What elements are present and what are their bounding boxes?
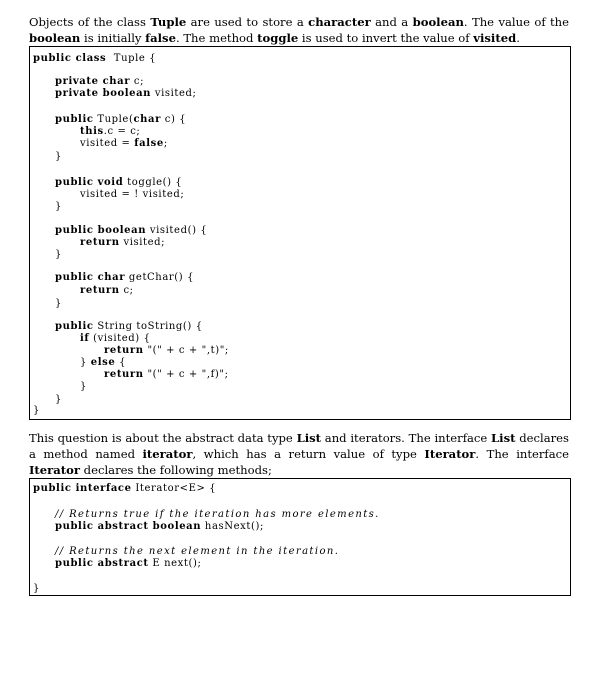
text-run: and iterators. The interface [321, 431, 492, 445]
code-line [55, 394, 62, 406]
code-keyword: return [80, 285, 120, 296]
iterator-code [30, 479, 570, 595]
code-text: Iterator<E> { [131, 483, 217, 494]
bold-term: toggle [257, 31, 299, 45]
code-text: c) { [160, 114, 187, 125]
code-text: visited = ! visited; [80, 189, 185, 200]
text-run: . [516, 31, 520, 45]
code-keyword: private char [55, 76, 131, 87]
code-keyword: if [80, 333, 90, 344]
tuple-code [30, 47, 570, 419]
code-comment: // Returns the next element in the iteration. [55, 546, 340, 557]
code-text: visited; [119, 237, 166, 248]
code-line [55, 509, 380, 521]
code-text: Tuple { [106, 53, 157, 64]
bold-term: false [145, 31, 176, 45]
bold-term: visited [473, 31, 517, 45]
code-line [104, 345, 229, 357]
text-run: This question is about the abstract data type [29, 431, 297, 445]
code-line [55, 249, 62, 261]
code-text: visited() { [146, 225, 208, 236]
code-keyword: public abstract boolean [55, 521, 202, 532]
bold-term: boolean [29, 31, 81, 45]
code-line [80, 237, 165, 249]
code-text: } [80, 357, 91, 368]
code-line [55, 88, 197, 100]
code-keyword: this [80, 126, 104, 137]
code-keyword: public abstract [55, 558, 149, 569]
code-text: E next(); [148, 558, 202, 569]
code-line [55, 272, 194, 284]
code-line [33, 53, 156, 65]
code-text: } [55, 249, 62, 260]
code-line [33, 583, 40, 595]
code-keyword: else [90, 357, 116, 368]
code-line [55, 201, 62, 213]
code-text: } [33, 583, 40, 594]
code-keyword: public char [55, 272, 126, 283]
text-run: are used to store a [186, 15, 309, 29]
code-text: "(" + c + ",t)"; [143, 345, 229, 356]
code-line [55, 298, 62, 310]
code-keyword: private boolean [55, 88, 152, 99]
bold-term: Iterator [29, 463, 80, 477]
code-text: } [33, 405, 40, 416]
bold-term: List [491, 431, 516, 445]
code-line [55, 151, 62, 163]
code-text: } [80, 381, 87, 392]
code-line [55, 546, 339, 558]
code-line [33, 483, 216, 495]
code-text: c; [130, 76, 145, 87]
text-run: and a [370, 15, 413, 29]
code-keyword: public class [33, 53, 107, 64]
code-keyword: public [55, 321, 94, 332]
code-line [55, 177, 182, 189]
code-text: toggle() { [123, 177, 183, 188]
code-line [80, 126, 140, 138]
code-text: ; [163, 138, 168, 149]
text-run: is used to invert the value of [298, 31, 474, 45]
bold-term: character [308, 15, 371, 29]
code-line [55, 558, 201, 570]
code-text: Tuple( [93, 114, 134, 125]
bold-term: Iterator [424, 447, 476, 461]
text-run: , which has a return value of type [192, 447, 425, 461]
code-keyword: return [104, 369, 144, 380]
code-keyword: return [104, 345, 144, 356]
code-keyword: return [80, 237, 120, 248]
code-text: .c = c; [103, 126, 141, 137]
code-line [104, 369, 229, 381]
code-keyword: public [55, 114, 94, 125]
code-keyword: public boolean [55, 225, 147, 236]
code-keyword: public void [55, 177, 124, 188]
code-line [80, 285, 134, 297]
code-text: visited; [151, 88, 197, 99]
text-run: Objects of the class [29, 15, 151, 29]
iterator-code-block [29, 478, 571, 596]
code-text: c; [119, 285, 134, 296]
code-text: String toString() { [93, 321, 203, 332]
code-line [55, 76, 144, 88]
text-run: . The interface [475, 447, 569, 461]
text-run: declares the following methods; [79, 463, 272, 477]
code-line [55, 521, 264, 533]
bold-term: boolean [412, 15, 464, 29]
intro-paragraph [29, 14, 569, 46]
bold-term: iterator [142, 447, 193, 461]
code-keyword: false [134, 138, 164, 149]
bold-term: Tuple [150, 15, 187, 29]
code-line [33, 405, 40, 417]
text-run: declares a method named [29, 431, 569, 461]
code-text: hasNext(); [201, 521, 264, 532]
code-text: { [115, 357, 127, 368]
code-line [55, 114, 186, 126]
code-line [80, 189, 184, 201]
list-iterator-paragraph [29, 430, 569, 478]
text-run: is initially [80, 31, 146, 45]
code-keyword: char [133, 114, 161, 125]
code-line [55, 225, 207, 237]
code-text: (visited) { [89, 333, 151, 344]
tuple-code-block [29, 46, 571, 420]
code-keyword: public interface [33, 483, 132, 494]
code-line [80, 333, 151, 345]
code-line [55, 321, 203, 333]
code-line [80, 138, 168, 150]
code-text: } [55, 394, 62, 405]
code-text: visited = [80, 138, 135, 149]
code-line [80, 357, 126, 369]
bold-term: List [296, 431, 322, 445]
code-line [80, 381, 87, 393]
code-text: } [55, 298, 62, 309]
text-run: . The value of the [463, 15, 569, 29]
code-text: getChar() { [125, 272, 195, 283]
code-comment: // Returns true if the iteration has more elements. [55, 509, 380, 520]
text-run: . The method [175, 31, 258, 45]
code-text: } [55, 151, 62, 162]
code-text: "(" + c + ",f)"; [143, 369, 229, 380]
code-text: } [55, 201, 62, 212]
